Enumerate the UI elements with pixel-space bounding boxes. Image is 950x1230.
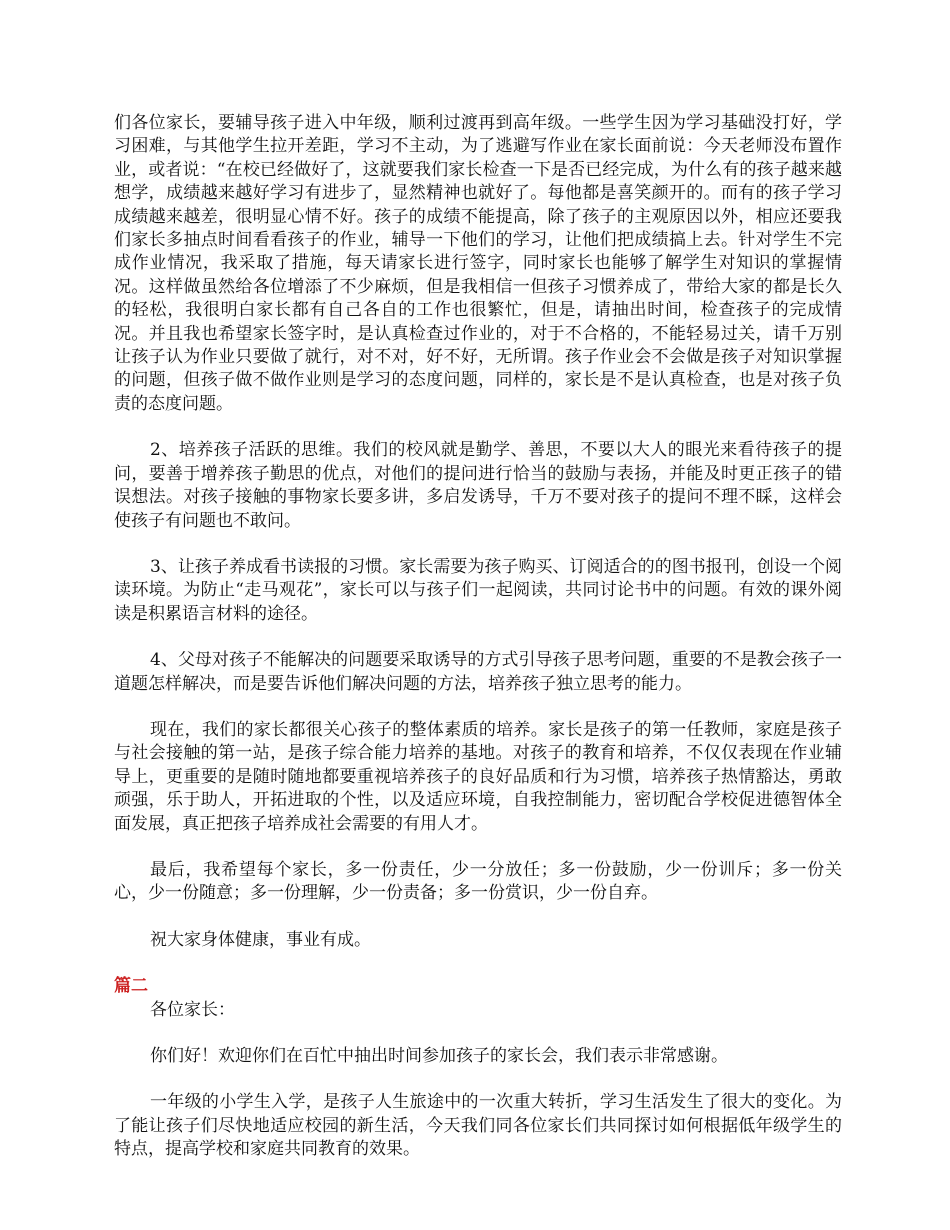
paragraph-point-2: 2、培养孩子活跃的思维。我们的校风就是勤学、善思，不要以大人的眼光来看待孩子的提问，要善于增养孩子勤思的优点，对他们的提问进行恰当的鼓励与表扬，并能及时更正孩子的错误想法。对孩子接触的事物家长要多讲，多启发诱导，千万不要对孩子的提问不理不睬，这样会使孩子有问题也不敢问。	[114, 440, 842, 531]
paragraph-point-3: 3、让孩子养成看书读报的习惯。家长需要为孩子购买、订阅适合的的图书报刊，创设一个阅读环境。为防止“走马观花”，家长可以与孩子们一起阅读，共同讨论书中的问题。有效的课外阅读是积累语言材料的途径。	[114, 556, 842, 624]
section-title: 篇二	[114, 976, 148, 997]
paragraph-point-4: 4、父母对孩子不能解决的问题要采取诱导的方式引导孩子思考问题，重要的不是教会孩子一道题怎样解决，而是要告诉他们解决问题的方法，培养孩子独立思考的能力。	[114, 650, 842, 694]
paragraph-overall-quality: 现在，我们的家长都很关心孩子的整体素质的培养。家长是孩子的第一任教师，家庭是孩子与社会接触的第一站，是孩子综合能力培养的基地。对孩子的教育和培养，不仅仅表现在作业辅导上，更重要的是随时随地都要重视培养孩子的良好品质和行为习惯，培养孩子热情豁达，勇敢顽强，乐于助人，开拓进取的个性，以及适应环境，自我控制能力，密切配合学校促进德智体全面发展，真正把孩子培养成社会需要的有用人才。	[114, 719, 842, 834]
paragraph-closing-wishes: 最后，我希望每个家长，多一份责任，少一分放任；多一份鼓励，少一份训斥；多一份关心，少一份随意；多一份理解，少一份责备；多一份赏识，少一份自弃。	[114, 859, 842, 904]
paragraph-blessing: 祝大家身体健康，事业有成。	[150, 929, 371, 950]
paragraph-salutation: 各位家长：	[150, 999, 235, 1020]
paragraph-greeting: 你们好！欢迎你们在百忙中抽出时间参加孩子的家长会，我们表示非常感谢。	[150, 1046, 728, 1066]
paragraph-first-grade-intro: 一年级的小学生入学，是孩子人生旅途中的一次重大转折，学习生活发生了很大的变化。为了能让孩子们尽快地适应校园的新生活，今天我们同各位家长们共同探讨如何根据低年级学生的特点，提高学校和家庭共同教育的效果。	[114, 1092, 842, 1160]
paragraph-homework: 们各位家长，要辅导孩子进入中年级，顺利过渡再到高年级。一些学生因为学习基础没打好，学习困难，与其他学生拉开差距，学习不主动，为了逃避写作业在家长面前说：今天老师没布置作业，或者说：“在校已经做好了，这就要我们家长检查一下是否已经完成，为什么有的孩子越来越想学，成绩越来越好学习有进步了，显然精神也就好了。每他都是喜笑颜开的。而有的孩子学习成绩越来越差，很明显心情不好。孩子的成绩不能提高，除了孩子的主观原因以外，相应还要我们家长多抽点时间看看孩子的作业，辅导一下他们的学习，让他们把成绩搞上去。针对学生不完成作业情况，我采取了措施，每天请家长进行签字，同时家长也能够了解学生对知识的掌握情况。这样做虽然给各位增添了不少麻烦，但是我相信一但孩子习惯养成了，带给大家的都是长久的轻松，我很明白家长都有自己各自的工作也很繁忙，但是，请抽出时间，检查孩子的完成情况。并且我也希望家长签字时，是认真检查过作业的，对于不合格的，不能轻易过关，请千万别让孩子认为作业只要做了就行，对不对，好不好，无所谓。孩子作业会不会做是孩子对知识掌握的问题，但孩子做不做作业则是学习的态度问题，同样的，家长是不是认真检查，也是对孩子负责的态度问题。	[114, 113, 842, 414]
